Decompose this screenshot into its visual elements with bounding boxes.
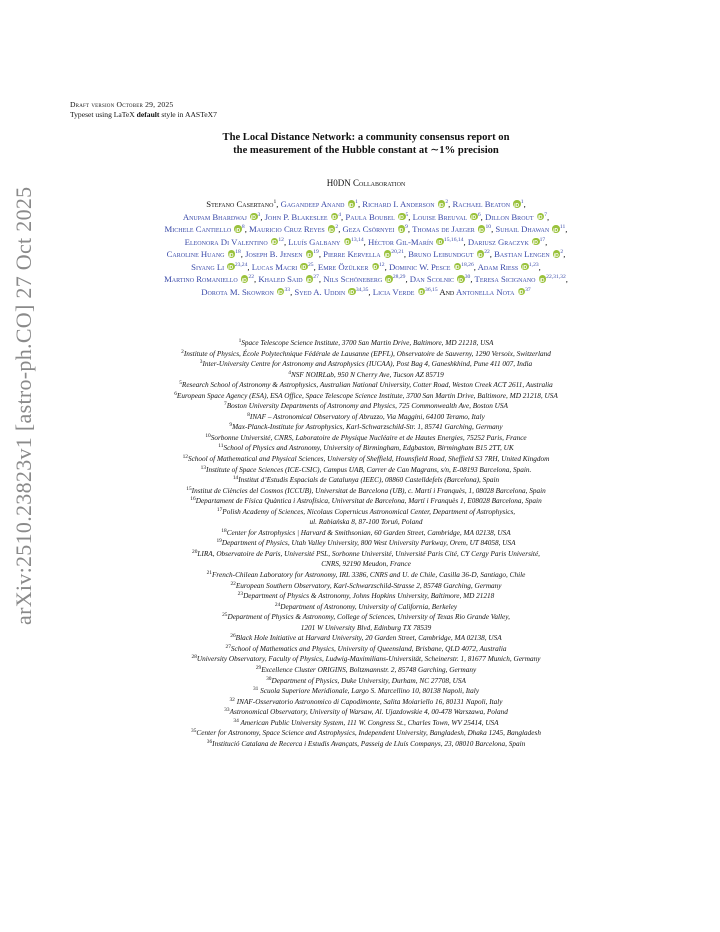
affiliation-text: School of Physics and Astronomy, University of Birmingham, Edgbaston, Birmingham B15 2TT, UK [223,444,514,453]
orcid-icon[interactable] [306,275,314,283]
draft-version-line: Draft version October 29, 2025 [70,100,174,109]
affiliation-text: Astronomical Observatory, University of Warsaw, Al. Ujazdowskie 4, 00-478 Warszawa, Poland [229,708,508,717]
author-line: Siyang Li iD $^{23,24}$, Lucas Macri iD $^{25}$, Emre Özülker iD $^{12}$, Dominic W. Pesce iD $^{18,26}$, Adam Riess iD $^{1,23}$, [66,261,666,274]
affiliation-marker: 37 [525,286,531,293]
typeset-line [70,110,217,119]
affiliation-item [66,401,666,412]
affiliation-item [66,686,666,697]
affiliation-text: Excellence Cluster ORIGINS, Boltzmannstr. 2, 85748 Garching, Germany [261,665,477,674]
affiliation-item [66,475,666,486]
orcid-icon[interactable] [553,249,564,258]
author-name[interactable]: Caroline Huang iD $^{18}$ [167,249,241,259]
affiliation-number: 22 [230,580,236,587]
affiliation-number: 25 [222,612,228,619]
orcid-icon[interactable] [271,238,279,246]
affiliation-marker: 15,16,14 [443,236,464,243]
affiliation-marker: 36,15 [425,286,438,293]
affiliation-text: Institut d’Estudis Espacials de Catalunya (IEEC), 08860 Castelldefels (Barcelona), Spain [238,476,500,485]
orcid-icon[interactable] [398,225,406,233]
affiliation-text: INAF – Astronomical Observatory of Abruzzo, Via Maggini, 64100 Teramo, Italy [249,412,485,421]
affiliation-marker: 6 [477,211,481,218]
affiliation-text: Institució Catalana de Recerca i Estudis Avançats, Passeig de Lluís Companys, 23, 08010 Barcelona, Spain [212,739,526,748]
affiliation-item [66,654,666,665]
affiliation-marker: 18,26 [461,261,474,268]
affiliation-item [66,454,666,465]
orcid-icon[interactable] [328,224,339,233]
affiliation-number: 19 [216,538,222,545]
author-name[interactable]: Martino Romaniello iD $^{22}$ [164,274,254,284]
affiliation-marker: 22 [484,249,490,255]
author-name[interactable]: Bastian Lengen iD $^2$ [494,249,563,259]
author-name[interactable]: Anupam Bhardwaj iD $^3$ [183,212,261,222]
affiliation-item [66,633,666,644]
affiliation-number: 15 [186,485,192,492]
orcid-icon[interactable] [306,250,314,258]
paper-title [66,131,666,157]
author-name[interactable]: Dorota M. Skowron iD $^{33}$ [201,287,290,297]
title-line-1: The Local Distance Network: a community consensus report on [222,132,510,143]
orcid-icon[interactable] [454,263,462,271]
affiliation-text: Center for Astrophysics | Harvard & Smithsonian, 60 Garden Street, Cambridge, MA 02138, USA [226,528,511,537]
affiliation-number: 5 [179,380,182,387]
author-name[interactable]: Dominic W. Pesce iD $^{18,26}$ [389,262,474,272]
author-name[interactable]: Lucas Macri iD $^{25}$ [252,262,314,272]
affiliation-text: University Observatory, Faculty of Physics, Ludwig-Maximilians-Universität, Scheinerstr. 1, 81677 Munich, Germany [196,655,541,664]
affiliation-item [66,433,666,444]
affiliation-item [66,443,666,454]
author-name[interactable]: Lluís Galbany iD $^{13,14}$ [288,237,363,247]
orcid-icon[interactable] [537,213,545,221]
affiliation-text: European Space Agency (ESA), ESA Office, Space Telescope Science Institute, 3700 San Martin Drive, Baltimore, MD 21218, USA [176,391,558,400]
affiliation-text: Black Hole Initiative at Harvard University, 20 Garden Street, Cambridge, MA 02138, USA [235,634,502,643]
affiliation-item [66,380,666,391]
author-name[interactable]: Geza Csörnyei iD $^9$ [343,224,408,234]
affiliation-text: Research School of Astronomy & Astrophysics, Australian National University, Cotter Road, Weston Creek ACT 2611, Australia [181,381,553,390]
affiliation-text: School of Mathematics and Physics, University of Queensland, Brisbane, QLD 4072, Australia [230,644,507,653]
affiliation-text: Institute of Physics, École Polytechnique Fédérale de Lausanne (EPFL), Observatoire de Sauverny, 1290 Versoix, Switzerland [183,349,551,358]
affiliation-item [66,528,666,539]
affiliation-marker: 7 [544,211,547,218]
affiliation-item [66,665,666,676]
affiliation-text: 1201 W University Blvd, Edinburg TX 78539 [300,623,432,632]
affiliation-marker: 11 [559,224,566,230]
orcid-icon[interactable] [470,213,478,221]
affiliation-item [66,718,666,729]
author-name[interactable]: Eleonora Di Valentino iD $^{12}$ [185,237,284,247]
typeset-style-name: default [136,110,160,119]
affiliation-marker: 33 [284,286,291,293]
author-name[interactable]: Richard I. Anderson iD $^2$ [362,199,448,209]
affiliation-text: NSF NOIRLab, 950 N Cherry Ave, Tucson AZ 85719 [290,370,444,379]
affiliation-item [66,581,666,592]
affiliation-item [66,507,666,518]
affiliation-text: Department of Physics & Astronomy, Johns Hopkins University, Baltimore, MD 21218 [243,592,495,601]
author-name[interactable]: Antonella Nota iD $^{37}$ [456,287,531,297]
affiliation-number: 31 [252,686,259,693]
orcid-icon[interactable] [372,263,380,271]
orcid-icon[interactable] [348,200,356,208]
affiliation-item [66,465,666,476]
affiliation-marker: 23,24 [234,261,248,268]
orcid-icon[interactable] [539,275,547,283]
author-name[interactable]: Emre Özülker iD $^{12}$ [318,262,385,272]
affiliation-number: 18 [221,527,227,534]
affiliation-item [66,707,666,718]
author-name[interactable]: Dariusz Graczyk iD $^{17}$ [468,237,545,247]
affiliation-number: 26 [230,633,236,640]
affiliation-marker: 4 [338,211,342,218]
arxiv-sidebar-stamp [6,186,42,640]
affiliation-marker: 17 [539,236,546,243]
title-line-2: the measurement of the Hubble constant at ∼1% precision [233,145,499,156]
affiliation-marker: 12 [379,261,385,268]
author-name[interactable]: Gagandeep Anand iD $^1$ [281,199,358,209]
affiliation-number: 12 [182,454,188,461]
author-name[interactable]: John P. Blakeslee iD $^4$ [265,212,341,222]
affiliation-text: School of Mathematical and Physical Sciences, University of Sheffield, Hounsfield Road, Sheffield S3 7RH, United Kingdom [187,455,550,464]
orcid-icon[interactable] [385,275,393,283]
affiliation-number: 20 [192,548,198,555]
orcid-icon[interactable] [518,288,526,296]
affiliation-text: Department of Physics, Utah Valley University, 800 West University Parkway, Orem, UT 84058, USA [221,539,516,548]
orcid-icon[interactable] [234,225,242,233]
affiliation-marker: 19 [313,249,319,255]
affiliation-text: ul. Rabiańska 8, 87-100 Toruń, Poland [309,518,423,527]
affiliation-marker: 34,35 [355,286,369,293]
affiliation-marker: 2 [445,199,449,205]
affiliation-marker: 2 [560,249,564,255]
affiliation-marker: 9 [405,224,408,230]
author-name[interactable]: Siyang Li iD $^{23,24}$ [191,262,247,272]
affiliation-number: 29 [255,664,262,671]
orcid-icon[interactable] [384,250,392,258]
affiliation-item [66,676,666,687]
affiliation-text: Space Telescope Science Institute, 3700 San Martin Drive, Baltimore, MD 21218, USA [241,339,494,347]
affiliation-marker: 22 [248,274,254,280]
affiliation-number: 30 [266,675,272,682]
author-name[interactable]: Paula Boubel iD $^5$ [345,212,408,222]
affiliation-number: 11 [218,443,224,450]
affiliation-number: 8 [247,411,250,418]
affiliation-text: Institute of Space Sciences (ICE-CSIC), Campus UAB, Carrer de Can Magrans, s/n, E-08193 Barcelona, Spain. [206,465,532,474]
affiliation-item [66,697,666,708]
orcid-icon[interactable] [331,211,342,221]
arxiv-identifier[interactable]: arXiv:2510.23823v1 [astro-ph.CO] 27 Oct 2025 [11,186,36,625]
orcid-icon[interactable] [300,263,308,271]
affiliation-item [66,559,666,570]
orcid-icon[interactable] [477,250,485,258]
affiliation-text: Boston University Departments of Astronomy and Physics, 725 Commonwealth Ave, Boston USA [226,402,508,411]
affiliation-marker: 10 [485,224,492,230]
orcid-icon[interactable] [552,225,560,233]
affiliation-text: Department of Physics, Duke University, Durham, NC 27708, USA [271,676,466,685]
affiliation-marker: 1 [355,199,358,205]
author-name[interactable]: Licia Verde iD $^{36,15}$ [373,287,438,297]
affiliation-marker: 13,14 [351,236,364,243]
affiliation-text: LIRA, Observatoire de Paris, Université PSL, Sorbonne Université, Université Paris Cité, CY Cergy Paris Université, [197,549,540,558]
orcid-icon[interactable] [241,275,249,283]
affiliation-item [66,422,666,433]
author-line: Caroline Huang iD $^{18}$, Joseph B. Jensen iD $^{19}$, Pierre Kervella iD $^{20,21}$, Bruno Leibundgut iD $^{22}$, Bastian Lengen iD $^2$, [66,248,666,261]
author-name[interactable]: Joseph B. Jensen iD $^{19}$ [245,249,319,259]
orcid-icon[interactable] [398,213,406,221]
affiliation-item [66,517,666,528]
affiliation-number: 24 [274,601,281,608]
author-list [66,198,666,298]
orcid-icon[interactable] [521,263,529,271]
affiliation-number: 32 [229,696,235,703]
affiliation-number: 33 [224,707,230,714]
affiliation-marker: 3 [257,211,261,218]
affiliation-text: Department of Physics & Astronomy, College of Sciences, University of Texas Rio Grande Valley, [227,613,510,622]
orcid-icon[interactable] [478,225,486,233]
affiliation-number: 13 [200,464,207,471]
affiliation-number: 34 [233,717,239,724]
affiliation-item [66,391,666,402]
affiliation-item [66,538,666,549]
affiliation-marker: 12 [278,236,284,243]
affiliation-item [66,728,666,739]
orcid-icon[interactable] [418,288,426,296]
affiliation-item [66,739,666,750]
author-line: Michele Cantiello iD $^8$, Mauricio Cruz Reyes iD $^2$, Geza Csörnyei iD $^9$, Thomas de Jaeger iD $^{10}$, Suhail Dhawan iD $^{11}$, [66,223,666,236]
orcid-icon[interactable] [532,238,540,246]
author-line: Stefano Casertano$^1$, Gagandeep Anand iD $^1$, Richard I. Anderson iD $^2$, Rachael Beaton iD $^1$, [66,198,666,211]
author-name[interactable]: Teresa Sicignano iD $^{22,31,32}$ [475,274,566,284]
author-name[interactable]: Dillon Brout iD $^7$ [485,212,547,222]
affiliation-number: 10 [205,432,211,439]
author-name[interactable]: Dan Scolnic iD $^{30}$ [410,274,471,284]
affiliation-marker: 1 [273,199,277,205]
affiliation-number: 4 [288,369,291,376]
orcid-icon[interactable] [513,200,521,208]
author-line: Dorota M. Skowron iD $^{33}$, Syed A. Uddin iD $^{34,35}$, Licia Verde iD $^{36,15}$ And Antonella Nota iD $^{37}$ [66,286,666,299]
author-line: Martino Romaniello iD $^{22}$, Khaled Said iD $^{27}$, Nils Schöneberg iD $^{28,29}$, Dan Scolnic iD $^{30}$, Teresa Sicignano iD $^{22,31,32}$, [66,273,666,286]
affiliation-marker: 27 [313,274,319,280]
affiliation-text: Department of Astronomy, University of California, Berkeley [280,602,458,611]
orcid-icon[interactable] [457,275,465,283]
affiliation-marker: 30 [464,274,471,280]
orcid-icon[interactable] [438,199,449,208]
affiliation-number: 3 [199,359,203,366]
affiliation-marker: 2 [335,224,339,230]
author-name[interactable]: Nils Schöneberg iD $^{28,29}$ [323,274,405,284]
collaboration-name: H0DN Collaboration [326,178,406,188]
affiliation-item [66,612,666,623]
typeset-prefix: Typeset using [70,110,114,119]
affiliation-text: Sorbonne Université, CNRS, Laboratoire de Physique Nucléaire et de Hautes Energies, 75252 Paris, France [210,433,527,442]
affiliation-item [66,370,666,381]
author-name[interactable]: Khaled Said iD $^{27}$ [258,274,319,284]
affiliation-number: 16 [190,496,196,503]
affiliation-number: 36 [206,738,213,745]
affiliation-text: Max-Planck-Institute for Astrophysics, Karl-Schwarzschild-Str. 1, 85741 Garching, Germany [232,423,503,432]
affiliation-marker: 1,23 [528,261,539,268]
latex-logo: LaTeX [113,110,135,119]
affiliation-marker: 18 [235,249,241,255]
affiliation-item [66,549,666,560]
affiliation-item [66,591,666,602]
orcid-icon[interactable] [250,213,258,221]
affiliation-item [66,349,666,360]
author-name[interactable]: Suhail Dhawan iD $^{11}$ [495,224,565,234]
affiliation-text: Institut de Ciències del Cosmos (ICCUB), Universitat de Barcelona (UB), c. Martí i Franquès, 1, 08028 Barcelona, Spain [191,486,546,495]
affiliation-number: 23 [237,591,244,598]
affiliation-text: Center for Astronomy, Space Science and Astrophysics, Independent University, Bangladesh, Dhaka 1245, Bangladesh [196,729,541,738]
affiliation-item [66,602,666,613]
affiliation-item [66,623,666,634]
affiliation-number: 27 [225,643,231,650]
affiliation-text: Inter-University Centre for Astronomy and Astrophysics (IUCAA), Post Bag 4, Ganeshkhind, Pune 411 007, India [202,360,533,369]
affiliation-marker: 28,29 [392,274,406,280]
affiliation-number: 17 [216,506,223,513]
typeset-suffix: style in AASTeX7 [159,110,217,119]
orcid-icon[interactable] [277,288,285,296]
affiliation-text: Polish Academy of Sciences, Nicolaus Copernicus Astronomical Center, Department of Astrophysics, [222,507,516,516]
affiliation-item [66,412,666,423]
affiliation-marker: 20,21 [391,249,404,255]
author-name[interactable]: Syed A. Uddin iD $^{34,35}$ [294,287,368,297]
author-name[interactable]: Héctor Gil-Marín iD $^{15,16,14}$ [368,237,463,247]
affiliation-number: 14 [232,475,239,482]
author-name[interactable]: Rachael Beaton iD $^1$ [452,199,523,209]
affiliation-text: Scuola Superiore Meridionale, Largo S. Marcellino 10, 80138 Napoli, Italy [258,687,480,696]
author-name[interactable]: Bruno Leibundgut iD $^{22}$ [408,249,490,259]
author-name[interactable]: Pierre Kervella iD $^{20,21}$ [323,249,404,259]
author-name: Stefano Casertano$^1$ [206,199,277,209]
affiliation-marker: 25 [307,261,314,268]
affiliation-number: 9 [229,422,233,429]
affiliation-text: French-Chilean Laboratory for Astronomy, IRL 3386, CNRS and U. de Chile, Casilla 36-D, Santiago, Chile [212,571,526,580]
affiliation-number: 1 [238,338,242,344]
affiliation-item [66,486,666,497]
orcid-icon[interactable] [228,250,236,258]
affiliation-number: 35 [191,728,197,735]
affiliation-number: 2 [181,348,184,355]
affiliation-text: INAF-Osservatorio Astronomico di Capodimonte, Salita Moiariello 16, 80131 Napoli, Italy [234,697,503,706]
affiliation-number: 28 [191,654,197,661]
affiliation-text: CNRS, 92190 Meudon, France [321,560,411,569]
orcid-icon[interactable] [348,288,356,296]
affiliation-marker: 22,31,32 [546,274,566,280]
author-name[interactable]: Michele Cantiello iD $^8$ [165,224,245,234]
affiliation-number: 21 [206,570,212,577]
affiliation-text: American Public University System, 111 W. Congress St., Charles Town, WV 25414, USA [238,718,499,727]
author-line: Eleonora Di Valentino iD $^{12}$, Lluís Galbany iD $^{13,14}$, Héctor Gil-Marín iD $^{15,16,14}$, Dariusz Graczyk iD $^{17}$, [66,236,666,249]
affiliation-marker: 8 [241,224,245,230]
affiliation-marker: 1 [520,199,524,205]
orcid-icon[interactable] [227,263,235,271]
affiliation-number: 6 [174,390,177,397]
author-name[interactable]: Louise Breuval iD $^6$ [413,212,481,222]
orcid-icon[interactable] [344,238,352,246]
author-name[interactable]: Mauricio Cruz Reyes iD $^2$ [249,224,338,234]
affiliation-item [66,338,666,349]
affiliation-item [66,570,666,581]
affiliation-item [66,644,666,655]
author-name[interactable]: Adam Riess iD $^{1,23}$ [478,262,539,272]
affiliation-list [66,338,666,749]
affiliation-text: Departament de Física Quàntica i Astrofísica, Universitat de Barcelona, Martí i Franquès 1, E08028 Barcelona, Spain [195,497,542,506]
author-name[interactable]: Thomas de Jaeger iD $^{10}$ [412,224,491,234]
author-line: Anupam Bhardwaj iD $^3$, John P. Blakeslee iD $^4$, Paula Boubel iD $^5$, Louise Breuval iD $^6$, Dillon Brout iD $^7$, [66,211,666,224]
affiliation-item [66,496,666,507]
affiliation-marker: 5 [405,211,409,218]
affiliation-number: 7 [224,401,227,408]
affiliation-item [66,359,666,370]
orcid-icon[interactable] [436,238,444,246]
author-and: And [439,286,455,297]
affiliation-text: European Southern Observatory, Karl-Schwarzschild-Strasse 2, 85748 Garching, Germany [235,581,502,590]
